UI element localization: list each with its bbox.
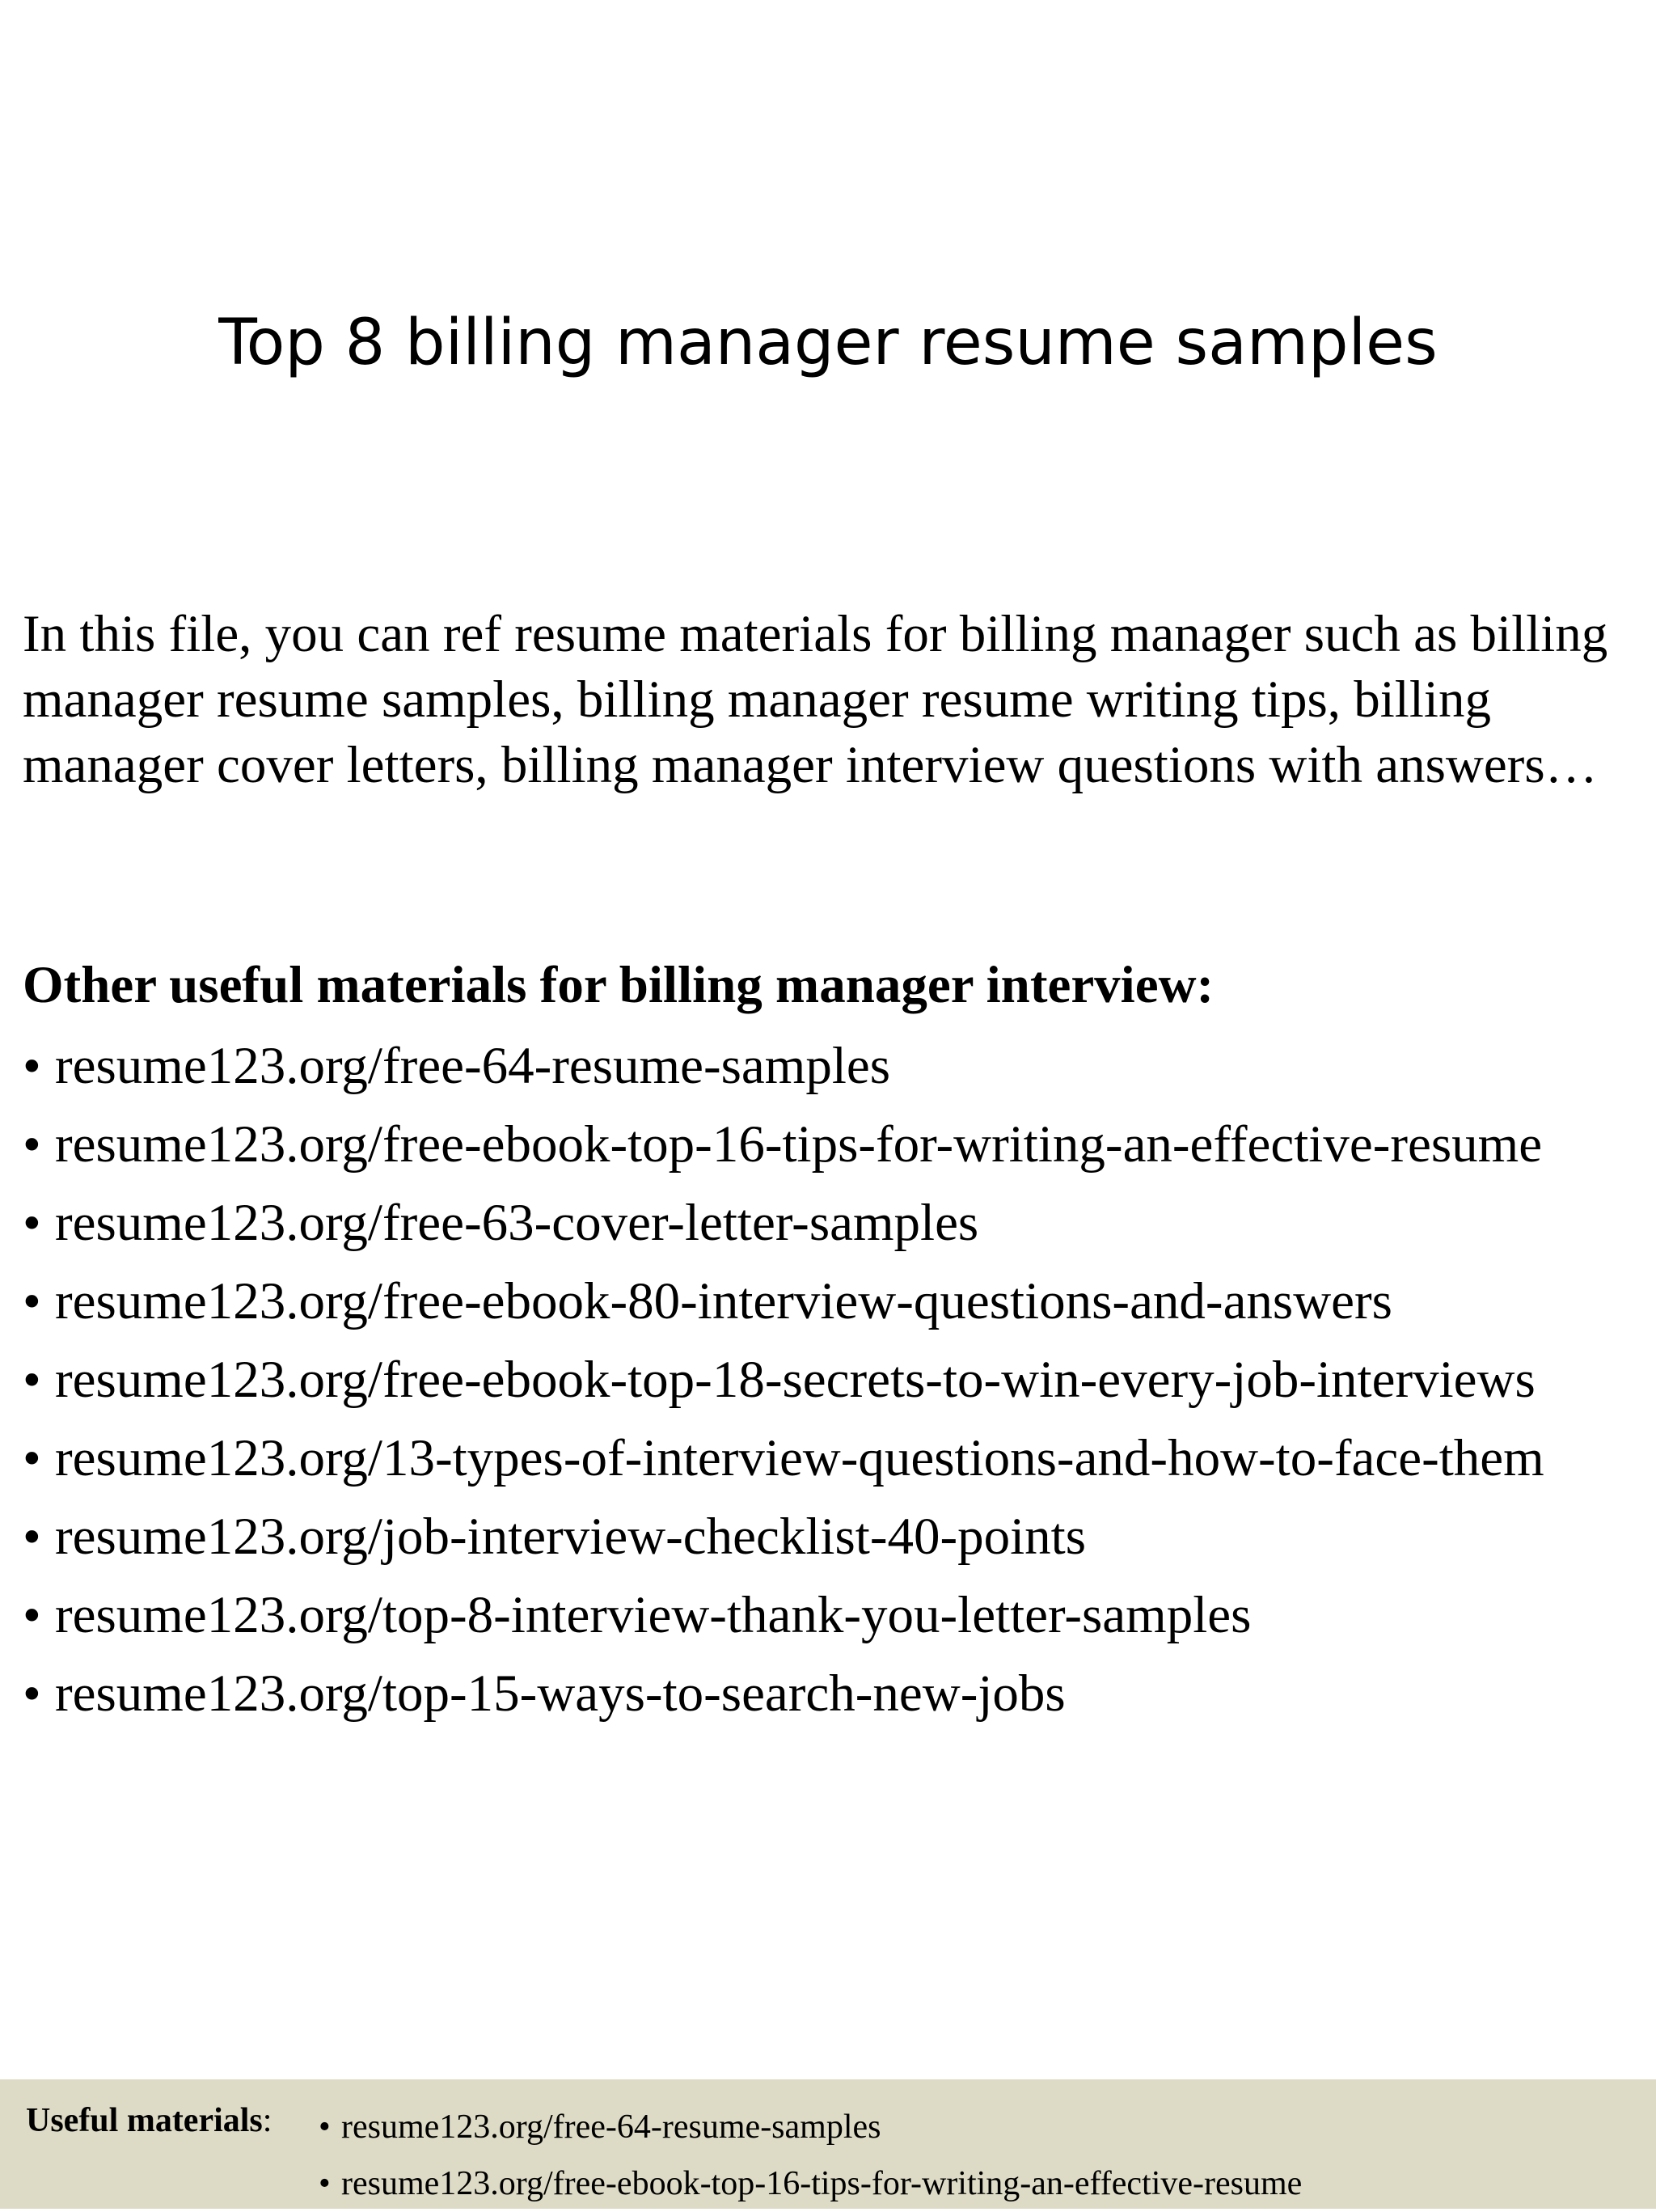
bullet: • (23, 1194, 41, 1252)
bullet: • (23, 1429, 41, 1487)
footer-link[interactable]: resume123.org/free-ebook-top-16-tips-for-writing-an-effective-resume (341, 2165, 1303, 2202)
footer-label-separator: : (262, 2102, 272, 2139)
list-item (23, 1576, 1544, 1655)
intro-paragraph: In this file, you can ref resume materials for billing manager such as billing manager resume samples, billing manager resume writing tips, billing manager cover letters, billing manager interview questions with answers… (23, 605, 1608, 794)
section-heading: Other useful materials for billing manager interview: (23, 956, 1215, 1014)
footer-list-item (319, 2155, 1302, 2212)
footer-banner (0, 2079, 1656, 2209)
bullet: • (23, 1351, 41, 1409)
bullet: • (319, 2165, 331, 2202)
footer-label (26, 2099, 272, 2142)
material-link[interactable]: resume123.org/13-types-of-interview-questions-and-how-to-face-them (55, 1429, 1544, 1487)
list-item (23, 1498, 1544, 1576)
materials-list (23, 1027, 1544, 1733)
list-item (23, 1106, 1544, 1184)
bullet: • (319, 2108, 331, 2146)
material-link[interactable]: resume123.org/free-ebook-top-18-secrets-to-win-every-job-interviews (55, 1351, 1536, 1409)
list-item (23, 1655, 1544, 1733)
page-title: Top 8 billing manager resume samples (218, 307, 1438, 379)
material-link[interactable]: resume123.org/job-interview-checklist-40-points (55, 1508, 1087, 1566)
list-item (23, 1184, 1544, 1262)
material-link[interactable]: resume123.org/top-8-interview-thank-you-letter-samples (55, 1586, 1252, 1644)
bullet: • (23, 1586, 41, 1644)
material-link[interactable]: resume123.org/free-ebook-top-16-tips-for-writing-an-effective-resume (55, 1115, 1543, 1174)
bullet: • (23, 1272, 41, 1330)
footer-link[interactable]: resume123.org/free-64-resume-samples (341, 2108, 881, 2146)
material-link[interactable]: resume123.org/free-ebook-80-interview-questions-and-answers (55, 1272, 1392, 1330)
material-link[interactable]: resume123.org/free-64-resume-samples (55, 1037, 891, 1095)
material-link[interactable]: resume123.org/top-15-ways-to-search-new-jobs (55, 1664, 1066, 1723)
footer-list-item (319, 2099, 1302, 2155)
bullet: • (23, 1664, 41, 1723)
material-link[interactable]: resume123.org/free-63-cover-letter-samples (55, 1194, 979, 1252)
list-item (23, 1027, 1544, 1106)
footer-label-text: Useful materials (26, 2102, 263, 2139)
bullet: • (23, 1037, 41, 1095)
bullet: • (23, 1115, 41, 1174)
footer-links (319, 2099, 1302, 2212)
list-item (23, 1262, 1544, 1341)
list-item (23, 1419, 1544, 1498)
bullet: • (23, 1508, 41, 1566)
list-item (23, 1341, 1544, 1419)
